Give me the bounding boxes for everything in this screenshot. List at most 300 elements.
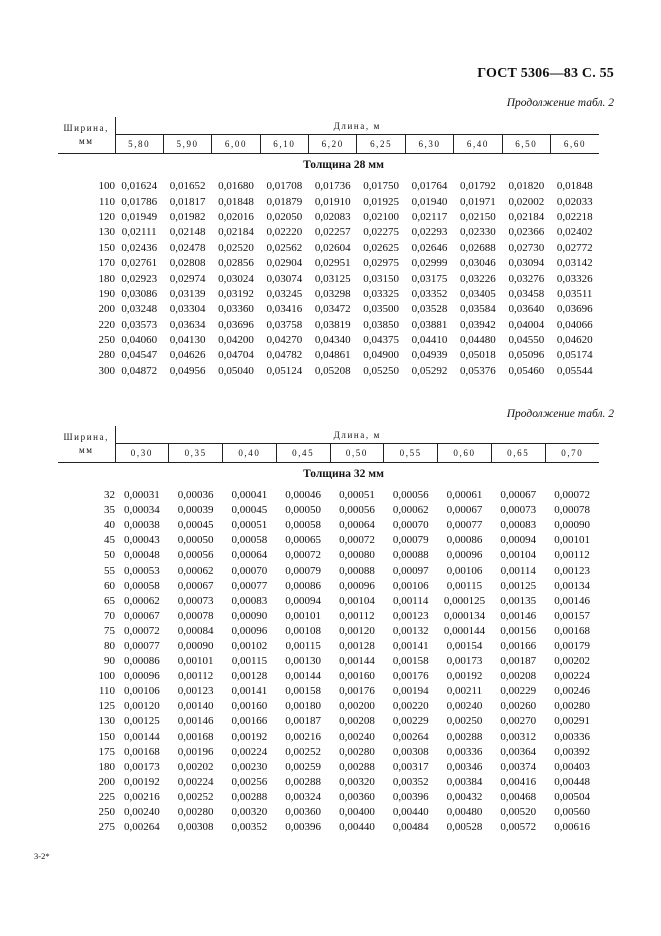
volume-cell: 0,00572 <box>500 821 537 834</box>
volume-cell: 0,00187 <box>500 655 537 668</box>
volume-cell: 0,00104 <box>339 594 375 607</box>
volume-cell: 0,03276 <box>508 272 545 285</box>
width-cell: 70 <box>104 609 115 622</box>
length-value-header: 5,90 <box>163 135 211 154</box>
table-row <box>58 790 599 805</box>
volume-cell: 0,00317 <box>392 760 429 773</box>
volume-cell: 0,03360 <box>218 303 254 316</box>
volume-cell: 0,03226 <box>460 272 496 285</box>
volume-cell: 0,00320 <box>339 775 375 788</box>
volume-table <box>58 426 599 835</box>
volume-cell: 0,02117 <box>411 210 448 223</box>
volume-cell: 0,00140 <box>177 700 214 713</box>
volume-cell: 0,00146 <box>500 609 537 622</box>
volume-cell: 0,00270 <box>500 715 537 728</box>
volume-cell: 0,02257 <box>314 226 351 239</box>
volume-cell: 0,00504 <box>554 790 590 803</box>
volume-cell: 0,04060 <box>121 334 158 347</box>
volume-cell: 0,00125 <box>124 715 160 728</box>
volume-cell: 0,00560 <box>554 806 590 819</box>
volume-cell: 0,00051 <box>339 489 375 502</box>
volume-cell: 0,00291 <box>554 715 590 728</box>
width-cell: 110 <box>98 195 115 208</box>
volume-cell: 0,00187 <box>285 715 322 728</box>
volume-cell: 0,00528 <box>446 821 483 834</box>
volume-cell: 0,00125 <box>500 579 537 592</box>
table-row <box>58 775 599 790</box>
volume-cell: 0,04550 <box>508 334 545 347</box>
volume-cell: 0,00094 <box>500 534 537 547</box>
volume-cell: 0,03326 <box>556 272 593 285</box>
volume-cell: 0,00440 <box>392 806 429 819</box>
volume-cell: 0,04410 <box>411 334 448 347</box>
volume-cell: 0,00400 <box>339 806 375 819</box>
length-value-header: 5,80 <box>115 135 163 154</box>
volume-cell: 0,04270 <box>266 334 303 347</box>
width-cell: 80 <box>104 639 115 652</box>
width-cell: 100 <box>98 670 115 683</box>
volume-cell: 0,00196 <box>177 745 214 758</box>
volume-cell: 0,02951 <box>314 257 351 270</box>
volume-cell: 0,00078 <box>554 504 590 517</box>
volume-cell: 0,00416 <box>500 775 537 788</box>
volume-cell: 0,00112 <box>339 609 375 622</box>
volume-cell: 0,00039 <box>177 504 214 517</box>
volume-cell: 0,00083 <box>500 519 537 532</box>
width-cell: 45 <box>104 534 115 547</box>
volume-cell: 0,00336 <box>554 730 590 743</box>
table-row <box>58 654 599 669</box>
volume-cell: 0,00208 <box>339 715 375 728</box>
volume-cell: 0,03696 <box>218 318 254 331</box>
volume-cell: 0,00250 <box>446 715 483 728</box>
volume-cell: 0,04956 <box>169 364 206 377</box>
length-value-header: 0,30 <box>115 444 169 463</box>
volume-cell: 0,00432 <box>446 790 483 803</box>
volume-cell: 0,00173 <box>124 760 160 773</box>
volume-cell: 0,01736 <box>314 180 351 193</box>
volume-cell: 0,00246 <box>554 685 590 698</box>
volume-cell: 0,03405 <box>460 287 496 300</box>
volume-cell: 0,00123 <box>554 564 590 577</box>
volume-cell: 0,02520 <box>218 241 254 254</box>
volume-cell: 0,00115 <box>285 639 321 652</box>
volume-cell: 0,01624 <box>121 180 158 193</box>
volume-cell: 0,00141 <box>392 639 429 652</box>
volume-cell: 0,04872 <box>121 364 158 377</box>
volume-cell: 0,04547 <box>121 349 158 362</box>
volume-cell: 0,02184 <box>218 226 254 239</box>
width-label: Ширина, <box>63 432 109 442</box>
volume-cell: 0,00312 <box>500 730 537 743</box>
length-header: Длина, м <box>115 426 599 444</box>
volume-cell: 0,00050 <box>285 504 322 517</box>
volume-cell: 0,00144 <box>339 655 375 668</box>
volume-cell: 0,02275 <box>363 226 400 239</box>
volume-cell: 0,03175 <box>411 272 448 285</box>
volume-cell: 0,01879 <box>266 195 303 208</box>
volume-cell: 0,02002 <box>508 195 545 208</box>
volume-cell: 0,00202 <box>554 655 590 668</box>
table-row <box>58 348 599 363</box>
volume-cell: 0,00616 <box>554 821 590 834</box>
width-cell: 130 <box>98 226 115 239</box>
volume-cell: 0,05208 <box>314 364 351 377</box>
width-cell: 60 <box>104 579 115 592</box>
length-value-header: 0,60 <box>438 444 492 463</box>
volume-cell: 0,03472 <box>314 303 351 316</box>
volume-cell: 0,04620 <box>556 334 593 347</box>
volume-cell: 0,00144 <box>124 730 160 743</box>
volume-cell: 0,00056 <box>392 489 429 502</box>
volume-cell: 0,00200 <box>339 700 375 713</box>
width-cell: 180 <box>98 760 115 773</box>
page-footer: 3-2* <box>34 851 50 861</box>
volume-cell: 0,00144 <box>285 670 322 683</box>
volume-cell: 0,000125 <box>443 594 486 607</box>
volume-cell: 0,00058 <box>231 534 268 547</box>
length-value-header: 0,45 <box>276 444 330 463</box>
volume-table <box>58 117 599 379</box>
volume-cell: 0,00264 <box>392 730 429 743</box>
table-row <box>58 210 599 225</box>
volume-cell: 0,00070 <box>231 564 268 577</box>
width-cell: 110 <box>98 685 115 698</box>
volume-cell: 0,00156 <box>500 624 537 637</box>
volume-cell: 0,03352 <box>411 287 448 300</box>
volume-cell: 0,05250 <box>363 364 400 377</box>
volume-cell: 0,01949 <box>121 210 158 223</box>
volume-cell: 0,03881 <box>411 318 448 331</box>
volume-cell: 0,02604 <box>314 241 351 254</box>
table-row <box>58 503 599 518</box>
volume-cell: 0,02184 <box>508 210 545 223</box>
table-row <box>58 548 599 563</box>
length-value-header: 0,70 <box>545 444 599 463</box>
volume-cell: 0,02148 <box>169 226 206 239</box>
volume-cell: 0,00056 <box>177 549 214 562</box>
volume-cell: 0,00216 <box>124 790 160 803</box>
volume-cell: 0,00112 <box>177 670 214 683</box>
volume-cell: 0,00106 <box>124 685 160 698</box>
volume-cell: 0,03634 <box>169 318 206 331</box>
volume-cell: 0,00135 <box>500 594 537 607</box>
volume-cell: 0,00346 <box>446 760 483 773</box>
table-row <box>58 333 599 348</box>
volume-cell: 0,02033 <box>556 195 593 208</box>
width-cell: 32 <box>104 489 115 502</box>
width-label: Ширина, <box>63 123 109 133</box>
volume-cell: 0,02562 <box>266 241 303 254</box>
table-row <box>58 488 599 503</box>
volume-cell: 0,00065 <box>285 534 322 547</box>
volume-cell: 0,00320 <box>231 806 268 819</box>
table-row <box>58 241 599 256</box>
volume-cell: 0,00132 <box>392 624 429 637</box>
volume-cell: 0,00090 <box>177 639 214 652</box>
volume-cell: 0,02772 <box>556 241 593 254</box>
table-row <box>58 745 599 760</box>
volume-cell: 0,00067 <box>177 579 214 592</box>
volume-cell: 0,02730 <box>508 241 545 254</box>
volume-cell: 0,00166 <box>500 639 537 652</box>
volume-cell: 0,000134 <box>443 609 486 622</box>
table-row <box>58 624 599 639</box>
table-row <box>58 364 599 379</box>
volume-cell: 0,00324 <box>285 790 322 803</box>
volume-cell: 0,02808 <box>169 257 206 270</box>
volume-cell: 0,00088 <box>392 549 429 562</box>
volume-cell: 0,00154 <box>446 639 483 652</box>
volume-cell: 0,00448 <box>554 775 590 788</box>
volume-cell: 0,00230 <box>231 760 268 773</box>
table-row <box>58 225 599 240</box>
table-body <box>58 179 599 379</box>
volume-cell: 0,00041 <box>231 489 268 502</box>
volume-cell: 0,05040 <box>218 364 254 377</box>
width-cell: 55 <box>104 564 115 577</box>
volume-cell: 0,00101 <box>554 534 590 547</box>
volume-cell: 0,01680 <box>218 180 254 193</box>
width-cell: 75 <box>104 624 115 637</box>
table-continuation-label: Продолжение табл. 2 <box>506 408 614 420</box>
volume-cell: 0,03142 <box>556 257 593 270</box>
volume-cell: 0,05544 <box>556 364 593 377</box>
volume-cell: 0,00141 <box>231 685 268 698</box>
volume-cell: 0,03500 <box>363 303 400 316</box>
volume-cell: 0,00392 <box>554 745 590 758</box>
volume-cell: 0,03511 <box>557 287 593 300</box>
length-value-header: 0,40 <box>223 444 277 463</box>
width-cell: 35 <box>104 504 115 517</box>
volume-cell: 0,00086 <box>446 534 483 547</box>
volume-cell: 0,03245 <box>266 287 303 300</box>
volume-cell: 0,00036 <box>177 489 214 502</box>
volume-cell: 0,00050 <box>177 534 214 547</box>
width-cell: 90 <box>104 655 115 668</box>
volume-cell: 0,02220 <box>266 226 303 239</box>
thickness-heading: Толщина 32 мм <box>303 468 384 480</box>
table-row <box>58 820 599 835</box>
volume-cell: 0,05018 <box>460 349 496 362</box>
volume-cell: 0,04200 <box>218 334 254 347</box>
volume-cell: 0,00086 <box>285 579 322 592</box>
volume-cell: 0,00216 <box>285 730 322 743</box>
volume-cell: 0,03248 <box>121 303 158 316</box>
volume-cell: 0,04340 <box>314 334 351 347</box>
volume-cell: 0,00480 <box>446 806 483 819</box>
width-cell: 180 <box>98 272 115 285</box>
width-cell: 50 <box>104 549 115 562</box>
volume-cell: 0,00067 <box>446 504 483 517</box>
volume-cell: 0,00090 <box>554 519 590 532</box>
volume-cell: 0,00130 <box>285 655 322 668</box>
volume-cell: 0,03528 <box>411 303 448 316</box>
length-value-header: 6,50 <box>502 135 550 154</box>
volume-cell: 0,00120 <box>339 624 375 637</box>
volume-cell: 0,00080 <box>339 549 375 562</box>
volume-cell: 0,00158 <box>285 685 322 698</box>
volume-cell: 0,00168 <box>177 730 214 743</box>
width-cell: 250 <box>98 806 115 819</box>
volume-cell: 0,00134 <box>554 579 590 592</box>
volume-cell: 0,00168 <box>554 624 590 637</box>
volume-cell: 0,01848 <box>218 195 254 208</box>
volume-cell: 0,00160 <box>231 700 268 713</box>
volume-cell: 0,00202 <box>177 760 214 773</box>
volume-cell: 0,01750 <box>363 180 400 193</box>
volume-cell: 0,00240 <box>446 700 483 713</box>
volume-cell: 0,00146 <box>177 715 214 728</box>
volume-cell: 0,00176 <box>392 670 429 683</box>
width-cell: 150 <box>98 241 115 254</box>
volume-cell: 0,00084 <box>177 624 214 637</box>
table-row <box>58 518 599 533</box>
volume-cell: 0,01910 <box>314 195 351 208</box>
width-cell: 120 <box>98 210 115 223</box>
table-row <box>58 760 599 775</box>
volume-cell: 0,05292 <box>411 364 448 377</box>
volume-cell: 0,00259 <box>285 760 322 773</box>
table-row <box>58 639 599 654</box>
volume-cell: 0,00086 <box>124 655 160 668</box>
volume-cell: 0,00288 <box>446 730 483 743</box>
volume-cell: 0,04066 <box>556 318 593 331</box>
table-row <box>58 256 599 271</box>
volume-cell: 0,00056 <box>339 504 375 517</box>
table-row <box>58 684 599 699</box>
volume-cell: 0,00038 <box>124 519 160 532</box>
volume-cell: 0,00088 <box>339 564 375 577</box>
volume-cell: 0,03024 <box>218 272 254 285</box>
volume-cell: 0,04782 <box>266 349 303 362</box>
volume-cell: 0,00403 <box>554 760 590 773</box>
width-cell: 220 <box>98 318 115 331</box>
volume-cell: 0,00192 <box>231 730 268 743</box>
volume-cell: 0,00045 <box>177 519 214 532</box>
width-column-header <box>58 426 115 463</box>
volume-cell: 0,00360 <box>339 790 375 803</box>
volume-cell: 0,00180 <box>285 700 322 713</box>
volume-cell: 0,00146 <box>554 594 590 607</box>
volume-cell: 0,00157 <box>554 609 590 622</box>
volume-cell: 0,00264 <box>124 821 160 834</box>
volume-cell: 0,01940 <box>411 195 448 208</box>
table-body <box>58 488 599 835</box>
volume-cell: 0,00064 <box>339 519 375 532</box>
table-row <box>58 669 599 684</box>
table-row <box>58 179 599 194</box>
volume-cell: 0,00240 <box>339 730 375 743</box>
volume-cell: 0,00102 <box>231 639 268 652</box>
volume-cell: 0,00096 <box>124 670 160 683</box>
table-row <box>58 563 599 578</box>
volume-cell: 0,00468 <box>500 790 537 803</box>
volume-cell: 0,00064 <box>231 549 268 562</box>
volume-cell: 0,00108 <box>285 624 322 637</box>
volume-cell: 0,02016 <box>218 210 254 223</box>
volume-cell: 0,00252 <box>177 790 214 803</box>
volume-cell: 0,00079 <box>392 534 429 547</box>
volume-cell: 0,00072 <box>339 534 375 547</box>
volume-cell: 0,02366 <box>508 226 545 239</box>
volume-cell: 0,00046 <box>285 489 322 502</box>
volume-cell: 0,00073 <box>500 504 537 517</box>
volume-cell: 0,00123 <box>392 609 429 622</box>
volume-cell: 0,00158 <box>392 655 429 668</box>
volume-cell: 0,02646 <box>411 241 448 254</box>
volume-cell: 0,00224 <box>231 745 268 758</box>
table-row <box>58 579 599 594</box>
volume-cell: 0,03458 <box>508 287 545 300</box>
volume-cell: 0,00160 <box>339 670 375 683</box>
volume-cell: 0,05174 <box>556 349 593 362</box>
volume-cell: 0,00364 <box>500 745 537 758</box>
volume-cell: 0,00058 <box>285 519 322 532</box>
width-cell: 190 <box>98 287 115 300</box>
volume-cell: 0,00072 <box>124 624 160 637</box>
volume-cell: 0,00252 <box>285 745 322 758</box>
volume-cell: 0,02625 <box>363 241 400 254</box>
volume-cell: 0,05124 <box>266 364 303 377</box>
volume-cell: 0,00096 <box>339 579 375 592</box>
volume-cell: 0,00192 <box>124 775 160 788</box>
length-value-header: 6,00 <box>212 135 260 154</box>
volume-cell: 0,01786 <box>121 195 158 208</box>
volume-cell: 0,03125 <box>314 272 351 285</box>
volume-cell: 0,00053 <box>124 564 160 577</box>
table-row <box>58 271 599 286</box>
volume-cell: 0,00192 <box>446 670 483 683</box>
volume-cell: 0,00097 <box>392 564 429 577</box>
length-value-header: 6,10 <box>260 135 308 154</box>
volume-cell: 0,00062 <box>124 594 160 607</box>
volume-cell: 0,00384 <box>446 775 483 788</box>
volume-cell: 0,00112 <box>554 549 590 562</box>
width-cell: 275 <box>98 821 115 834</box>
volume-cell: 0,01817 <box>169 195 206 208</box>
volume-cell: 0,04939 <box>411 349 448 362</box>
volume-cell: 0,00220 <box>392 700 429 713</box>
volume-cell: 0,00101 <box>285 609 322 622</box>
volume-cell: 0,02402 <box>556 226 593 239</box>
volume-cell: 0,00194 <box>392 685 429 698</box>
volume-cell: 0,00077 <box>124 639 160 652</box>
volume-cell: 0,01764 <box>411 180 448 193</box>
volume-cell: 0,03758 <box>266 318 303 331</box>
volume-cell: 0,04130 <box>169 334 206 347</box>
volume-cell: 0,03304 <box>169 303 206 316</box>
volume-cell: 0,02100 <box>363 210 400 223</box>
volume-cell: 0,00484 <box>392 821 429 834</box>
volume-cell: 0,02974 <box>169 272 206 285</box>
volume-cell: 0,00094 <box>285 594 322 607</box>
volume-cell: 0,04480 <box>460 334 496 347</box>
table-row <box>58 699 599 714</box>
volume-cell: 0,00101 <box>177 655 214 668</box>
volume-cell: 0,03325 <box>363 287 400 300</box>
volume-cell: 0,05460 <box>508 364 545 377</box>
volume-cell: 0,00043 <box>124 534 160 547</box>
volume-cell: 0,02999 <box>411 257 448 270</box>
volume-cell: 0,00280 <box>339 745 375 758</box>
volume-cell: 0,00176 <box>339 685 375 698</box>
volume-cell: 0,03640 <box>508 303 545 316</box>
volume-cell: 0,00288 <box>339 760 375 773</box>
length-value-header: 0,55 <box>384 444 438 463</box>
volume-cell: 0,00031 <box>124 489 160 502</box>
volume-cell: 0,00061 <box>446 489 483 502</box>
